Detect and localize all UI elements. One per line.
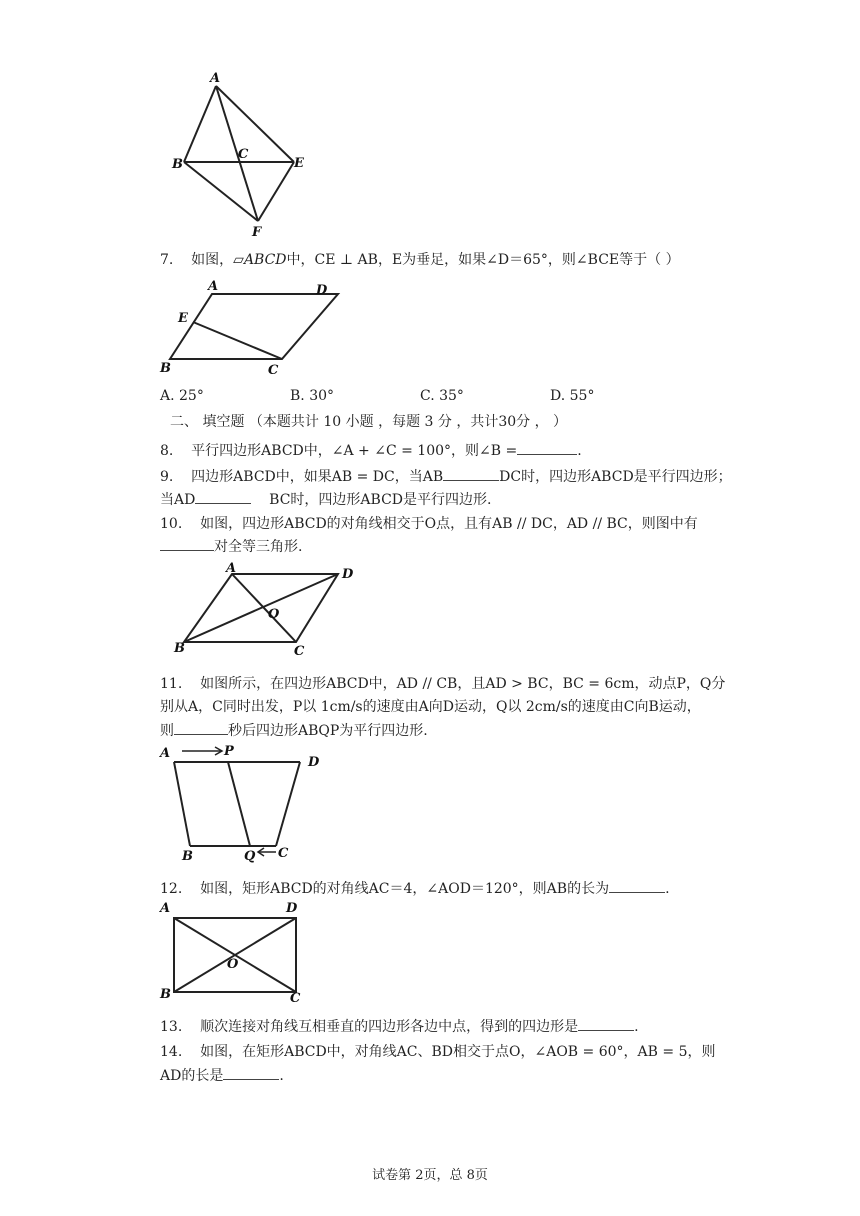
question-number: 13. [160,1019,183,1035]
option-a[interactable]: A. 25° [160,388,204,404]
figure-q7 [158,276,358,376]
question-text: DC时，四边形ABCD是平行四边形； [499,469,732,485]
question-number: 8. [160,443,174,459]
figure-q6 [170,70,320,240]
answer-blank[interactable] [174,720,228,735]
label-C: C [278,846,289,861]
question-9-line-2 [160,489,491,510]
label-B: B [172,157,183,172]
question-11-line-3 [160,720,428,741]
figure-q10 [172,560,372,660]
question-number: 9. [160,469,174,485]
label-B: B [174,641,185,656]
answer-blank[interactable] [443,466,499,481]
page-footer: 试卷第 2页，总 8页 [372,1168,488,1183]
label-A: A [208,279,219,294]
question-text: . [634,1019,639,1035]
label-E: E [294,156,304,171]
question-text: 别从A，C同时出发，P以 1cm/s的速度由A向D运动，Q以 2cm/s的速度由C向B运动， [160,699,701,715]
answer-blank[interactable] [160,536,214,551]
label-Q: Q [244,849,256,864]
question-14 [160,1042,715,1062]
section-heading: 二、 填空题 （本题共计 10 小题 ，每题 3 分 ，共计30分 ， ） [170,414,568,430]
answer-blank[interactable] [223,1065,279,1080]
label-P: P [224,744,234,759]
question-number: 10. [160,516,183,532]
question-11-line-2 [160,697,701,717]
question-text: 当AD [160,492,196,508]
label-O: O [227,957,239,972]
answer-blank[interactable] [195,489,251,504]
question-text: 秒后四边形ABQP为平行四边形. [228,723,428,739]
label-D: D [308,755,320,770]
question-text: . [279,1068,284,1084]
question-7 [160,250,680,270]
label-C: C [290,991,301,1006]
label-B: B [160,987,171,1002]
label-B: B [182,849,193,864]
question-14-line-2 [160,1065,284,1086]
figure-q12 [158,898,318,1006]
label-A: A [160,901,171,916]
question-number: 11. [160,676,183,692]
question-number: 12. [160,881,183,897]
question-11 [160,674,725,694]
option-c[interactable]: C. 35° [420,388,464,404]
question-13 [160,1016,639,1037]
question-8 [160,440,582,461]
question-9 [160,466,732,487]
label-C: C [238,147,249,162]
figure-q11 [160,742,340,867]
question-text: 中，CE ⊥ AB，E为垂足，如果∠D＝65°，则∠BCE等于（ ） [286,252,680,268]
question-text: . [665,881,670,897]
label-C: C [294,644,305,659]
label-O: O [268,607,280,622]
parallelogram-symbol: ▱ABCD [233,252,287,268]
answer-blank[interactable] [609,878,665,893]
option-b[interactable]: B. 30° [290,388,335,404]
question-number: 7. [160,252,174,268]
question-text: 如图， [191,252,234,268]
label-F: F [252,225,262,240]
label-A: A [210,71,221,86]
label-D: D [342,567,354,582]
question-10 [160,514,698,534]
question-text: AD的长是 [160,1068,224,1084]
question-number: 14. [160,1044,183,1060]
question-text: 四边形ABCD中，如果AB = DC，当AB [191,469,444,485]
question-text: 如图，四边形ABCD的对角线相交于O点，且有AB // DC，AD // BC，则图中有 [200,516,698,532]
option-d[interactable]: D. 55° [550,388,595,404]
answer-blank[interactable] [578,1016,634,1031]
answer-blank[interactable] [517,440,577,455]
label-D: D [286,901,298,916]
question-10-line-2 [160,536,302,557]
question-text: 平行四边形ABCD中，∠A + ∠C = 100°，则∠B = [191,443,518,459]
question-text: 如图，矩形ABCD的对角线AC＝4，∠AOD＝120°，则AB的长为 [200,881,610,897]
question-text: 顺次连接对角线互相垂直的四边形各边中点，得到的四边形是 [200,1019,579,1035]
question-text: 对全等三角形. [214,539,303,555]
label-C: C [268,363,279,378]
label-E: E [178,311,188,326]
question-12 [160,878,670,899]
question-text: BC时，四边形ABCD是平行四边形. [269,492,492,508]
question-text: 则 [160,723,174,739]
label-D: D [316,283,328,298]
label-B: B [160,361,171,376]
label-A: A [226,561,237,576]
question-text: . [577,443,582,459]
question-text: 如图所示，在四边形ABCD中，AD // CB，且AD > BC，BC = 6cm，动点P，Q分 [200,676,726,692]
label-A: A [160,746,171,761]
question-text: 如图，在矩形ABCD中，对角线AC、BD相交于点O，∠AOB = 60°，AB = 5，则 [200,1044,716,1060]
